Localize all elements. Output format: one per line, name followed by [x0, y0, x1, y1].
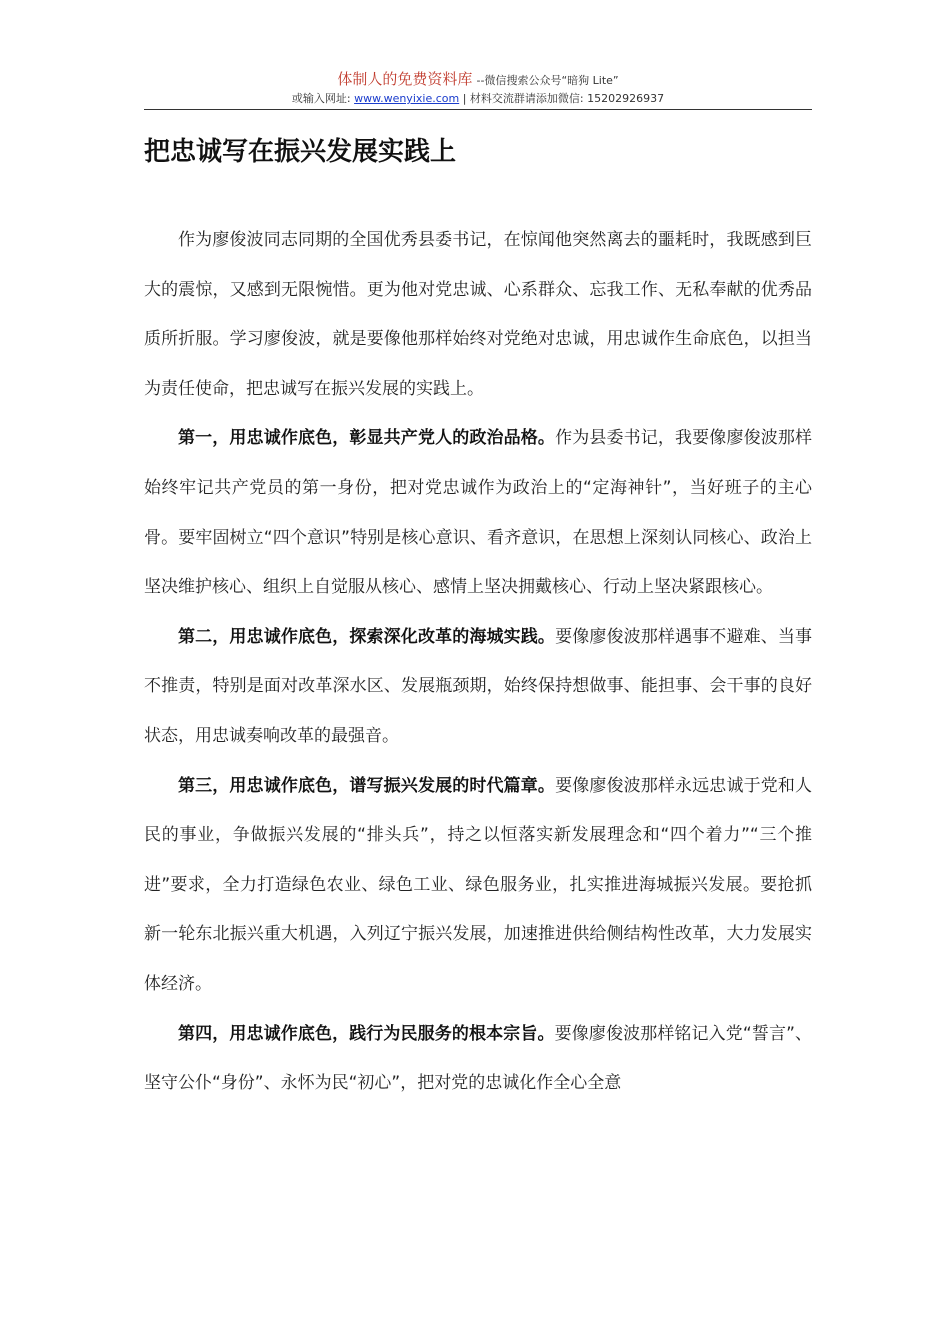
paragraph-lead: 第四，用忠诚作底色，践行为民服务的根本宗旨。: [178, 1023, 555, 1044]
header-brand: 体制人的免费资料库: [337, 70, 473, 88]
paragraph-point-1: [144, 414, 812, 612]
paragraph-point-2: [144, 613, 812, 762]
header-tagline: --微信搜索公众号“暗狗 Lite”: [476, 74, 619, 87]
header-contact-line: [144, 91, 812, 107]
header-divider: [144, 109, 812, 110]
header-url-prefix: 或输入网址:: [291, 92, 355, 105]
paragraph-text: 作为县委书记，我要像廖俊波那样始终牢记共产党员的第一身份，把对党忠诚作为政治上的“定海神针”，当好班子的主心骨。要牢固树立“四个意识”特别是核心意识、看齐意识，在思想上深刻认同核心、政治上坚决维护核心、组织上自觉服从核心、感情上坚决拥戴核心、行动上坚决紧跟核心。: [144, 428, 813, 598]
document-title: 把忠诚写在振兴发展实践上: [144, 137, 457, 167]
page-header: [144, 70, 812, 107]
paragraph-lead: 第二，用忠诚作底色，探索深化改革的海城实践。: [178, 626, 556, 647]
paragraph-intro: [144, 216, 812, 414]
paragraph-point-3: [144, 762, 812, 1010]
paragraph-lead: 第一，用忠诚作底色，彰显共产党人的政治品格。: [178, 428, 556, 449]
paragraph-text: 要像廖俊波那样铭记入党“誓言”、坚守公仆“身份”、永怀为民“初心”，把对党的忠诚化作全心全意: [144, 1023, 812, 1094]
document-body: [144, 216, 812, 1109]
paragraph-point-4: [144, 1010, 812, 1109]
paragraph-lead: 第三，用忠诚作底色，谱写振兴发展的时代篇章。: [178, 775, 556, 796]
paragraph-text: 要像廖俊波那样永远忠诚于党和人民的事业，争做振兴发展的“排头兵”，持之以恒落实新发展理念和“四个着力”“三个推进”要求，全力打造绿色农业、绿色工业、绿色服务业，扎实推进海城振兴发展。要抢抓新一轮东北振兴重大机遇，入列辽宁振兴发展，加速推进供给侧结构性改革，大力发展实体经济。: [144, 775, 813, 994]
header-brand-line: [144, 70, 812, 90]
paragraph-text: 要像廖俊波那样遇事不避难、当事不推责，特别是面对改革深水区、发展瓶颈期，始终保持想做事、能担事、会干事的良好状态，用忠诚奏响改革的最强音。: [144, 626, 813, 746]
header-site-link[interactable]: www.wenyixie.com: [354, 92, 460, 105]
paragraph-text: 作为廖俊波同志同期的全国优秀县委书记，在惊闻他突然离去的噩耗时，我既感到巨大的震惊，又感到无限惋惜。更为他对党忠诚、心系群众、忘我工作、无私奉献的优秀品质所折服。学习廖俊波，就是要像他那样始终对党绝对忠诚，用忠诚作生命底色，以担当为责任使命，把忠诚写在振兴发展的实践上。: [144, 230, 812, 399]
header-contact: | 材料交流群请添加微信: 15202926937: [459, 92, 665, 105]
